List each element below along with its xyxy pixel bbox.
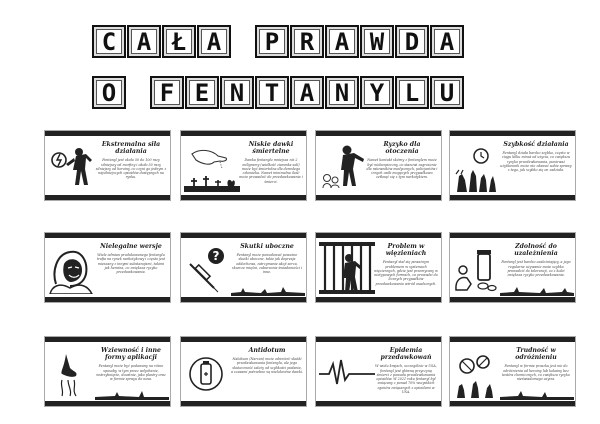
svg-text:?: ? (212, 249, 220, 263)
title-line-1 (92, 25, 465, 58)
antidote-vial-icon (184, 346, 230, 398)
card-bottom-bar (181, 401, 306, 406)
card-antidote (180, 336, 307, 407)
card-speed-of-action (449, 130, 576, 201)
card-bottom-bar (316, 297, 441, 302)
card-top-bar (45, 233, 170, 238)
card-heading: Epidemia przedawkowań (380, 347, 432, 362)
card-top-bar (450, 131, 575, 136)
card-top-bar (450, 233, 575, 238)
card-heading: Niskie dawki śmiertelne (248, 141, 294, 156)
card-heading: Szybkość działania (503, 141, 569, 148)
card-bottom-bar (450, 297, 575, 302)
zombie-family-icon (319, 140, 365, 192)
card-heading: Zdolność do uzależnienia (514, 243, 558, 258)
nose-smoke-icon (48, 346, 94, 398)
title-spacer (232, 25, 254, 58)
card-bottom-bar (181, 195, 306, 200)
title-letter-tile: E (185, 76, 219, 109)
title-letter-tile: A (197, 25, 231, 58)
card-heading: Ryzyko dla otoczenia (383, 141, 421, 156)
card-overdose-epidemic (315, 336, 442, 407)
card-body: Fentanyl jest około 50 do 100 razy silniejszy od morfiny i około 30 razy silniejszy od heroiny, co czyni go jednym z najsilniejszych opioidów dostępnych na rynku. (95, 158, 167, 180)
card-top-bar (316, 337, 441, 342)
title-letter-tile: W (360, 25, 394, 58)
title-letter-tile: A (127, 25, 161, 58)
card-bottom-bar (316, 195, 441, 200)
card-heading: Ekstremalna siła działania (101, 141, 161, 156)
card-body: Fentanyl może powodować poważne skutki uboczne, takie jak depresja oddechowa, zatrzymanie akcji serca, skurcze mięśni, zaburzenia świadomości i inne. (232, 253, 302, 275)
title-letter-tile: F (150, 76, 184, 109)
title-letter-tile: D (395, 25, 429, 58)
card-heading: Trudność w odróżnieniu (515, 347, 557, 362)
card-bottom-bar (45, 195, 170, 200)
title-letter-tile: Ł (162, 25, 196, 58)
card-hard-to-distinguish (449, 336, 576, 407)
zombie-ground-decoration (231, 286, 303, 296)
prisoner-bars-icon (319, 242, 375, 294)
card-extreme-strength (44, 130, 171, 201)
hand-graves-icon (184, 140, 240, 192)
card-top-bar (181, 337, 306, 342)
card-top-bar (45, 337, 170, 342)
title-letter-tile: T (255, 76, 289, 109)
mask-face-icon (48, 242, 94, 294)
card-bottom-bar (45, 297, 170, 302)
card-heading: Problem w więzieniach (385, 243, 427, 258)
card-heading: Skutki uboczne (240, 243, 294, 250)
card-heading: Antidotum (248, 347, 286, 354)
card-body: Fentanyl jest bardzo uzależniający, a jego regularne używanie może szybko prowadzić do tolerancji, co z kolei zwiększa ryzyko przedawkowania. (501, 260, 571, 278)
card-body: Fentanyl może być podawany na różne sposoby, w tym przez wdychanie, wstrzyknięcie, doustnie, jako plastry oraz w formie sprayu do nosa. (96, 364, 166, 382)
title-letter-tile: Y (360, 76, 394, 109)
card-illegal-versions (44, 232, 171, 303)
card-bottom-bar (450, 195, 575, 200)
card-addiction (449, 232, 576, 303)
zombie-ground-decoration (500, 390, 572, 400)
card-bottom-bar (316, 401, 441, 406)
heartbeat-line-icon (319, 346, 375, 398)
card-body: Nawet kontakt skórny z fentanylem może być niebezpieczny, co stanowi zagrożenie dla ratowników medycznych, policjantów i innych osób mogących przypadkowo zetknąć się z tym narkotykiem. (366, 158, 438, 180)
card-top-bar (181, 131, 306, 136)
title-letter-tile: A (325, 25, 359, 58)
title-letter-tile: O (92, 76, 126, 109)
zombie-ground-decoration (95, 390, 167, 400)
title-letter-tile: A (290, 76, 324, 109)
card-body: Fentanyl działa bardzo szybko, często w ciągu kilku minut od użycia, co zwiększa ryzyko przedawkowania, ponieważ użytkownik może nie zdawać sobie sprawy z tego, jak szybko się on zadziała. (500, 151, 572, 173)
zombie-ground-decoration (500, 286, 572, 296)
title-spacer (127, 76, 149, 109)
title-letter-tile: L (395, 76, 429, 109)
syringe-question-icon (184, 242, 230, 294)
card-body: W wielu krajach, szczególnie w USA, fentanyl jest główną przyczyną śmierci z powodu przedawkowania opioidów. W 2021 roku fentanyl był związany z ponad 70% wszystkich zgonów związanych z opioidami w USA. (375, 364, 437, 394)
zombie-lightning-icon (48, 140, 94, 192)
card-heading: Wziewność i inne formy aplikacji (101, 347, 161, 362)
card-administration-forms (44, 336, 171, 407)
card-top-bar (181, 233, 306, 238)
card-top-bar (316, 233, 441, 238)
card-lethal-dose (180, 130, 307, 201)
card-top-bar (45, 131, 170, 136)
card-body: Fentanyl w formie proszku jest nie do odróżnienia od heroiny lub kokainy bez testów chemicznych, co zwiększa ryzyko nieświadomego użycia. (502, 364, 570, 382)
card-risk-to-others (315, 130, 442, 201)
card-body: Dawka fentanylu mniejsza niż 2 miligramy (wielkość ziarenka soli) może być śmiertelna dla dorosłego człowieka. Nawet minimalna ilość może prowadzić do przedawkowania i śmierci. (239, 158, 303, 184)
card-bottom-bar (45, 401, 170, 406)
card-top-bar (450, 337, 575, 342)
title-letter-tile: N (325, 76, 359, 109)
title-letter-tile: P (255, 25, 289, 58)
card-body: Wiele odmian produkowanego fentanylu trafia na rynek narkotykowy i często jest mieszany z innymi substancjami, takimi jak heroina, co zwiększa ryzyko przedawkowania. (96, 253, 165, 275)
title-letter-tile: A (430, 25, 464, 58)
title-line-2 (92, 76, 465, 109)
title-letter-tile: C (92, 25, 126, 58)
card-prison-problem (315, 232, 442, 303)
card-heading: Nielegalne wersje (100, 243, 162, 250)
title-letter-tile: N (220, 76, 254, 109)
card-top-bar (316, 131, 441, 136)
card-bottom-bar (450, 401, 575, 406)
card-body: Fentanyl stał się poważnym problemem w systemach więziennych, gdzie jest przemycany w nietypowych formach, co prowadzi do licznych przypadków przedawkowania wśród osadzonych. (374, 260, 438, 286)
clock-hands-icon (453, 140, 499, 192)
title-letter-tile: U (430, 76, 464, 109)
pills-hands-icon (453, 346, 499, 398)
card-body: Nalokson (Narcan) może odwrócić skutki przedawkowania fentanylu, ale jego skuteczność zależy od szybkości podania, a czasami potrzebne są wielokrotne dawki. (231, 357, 303, 374)
card-side-effects (180, 232, 307, 303)
card-bottom-bar (181, 297, 306, 302)
title-letter-tile: R (290, 25, 324, 58)
pills-addict-icon (453, 242, 499, 294)
